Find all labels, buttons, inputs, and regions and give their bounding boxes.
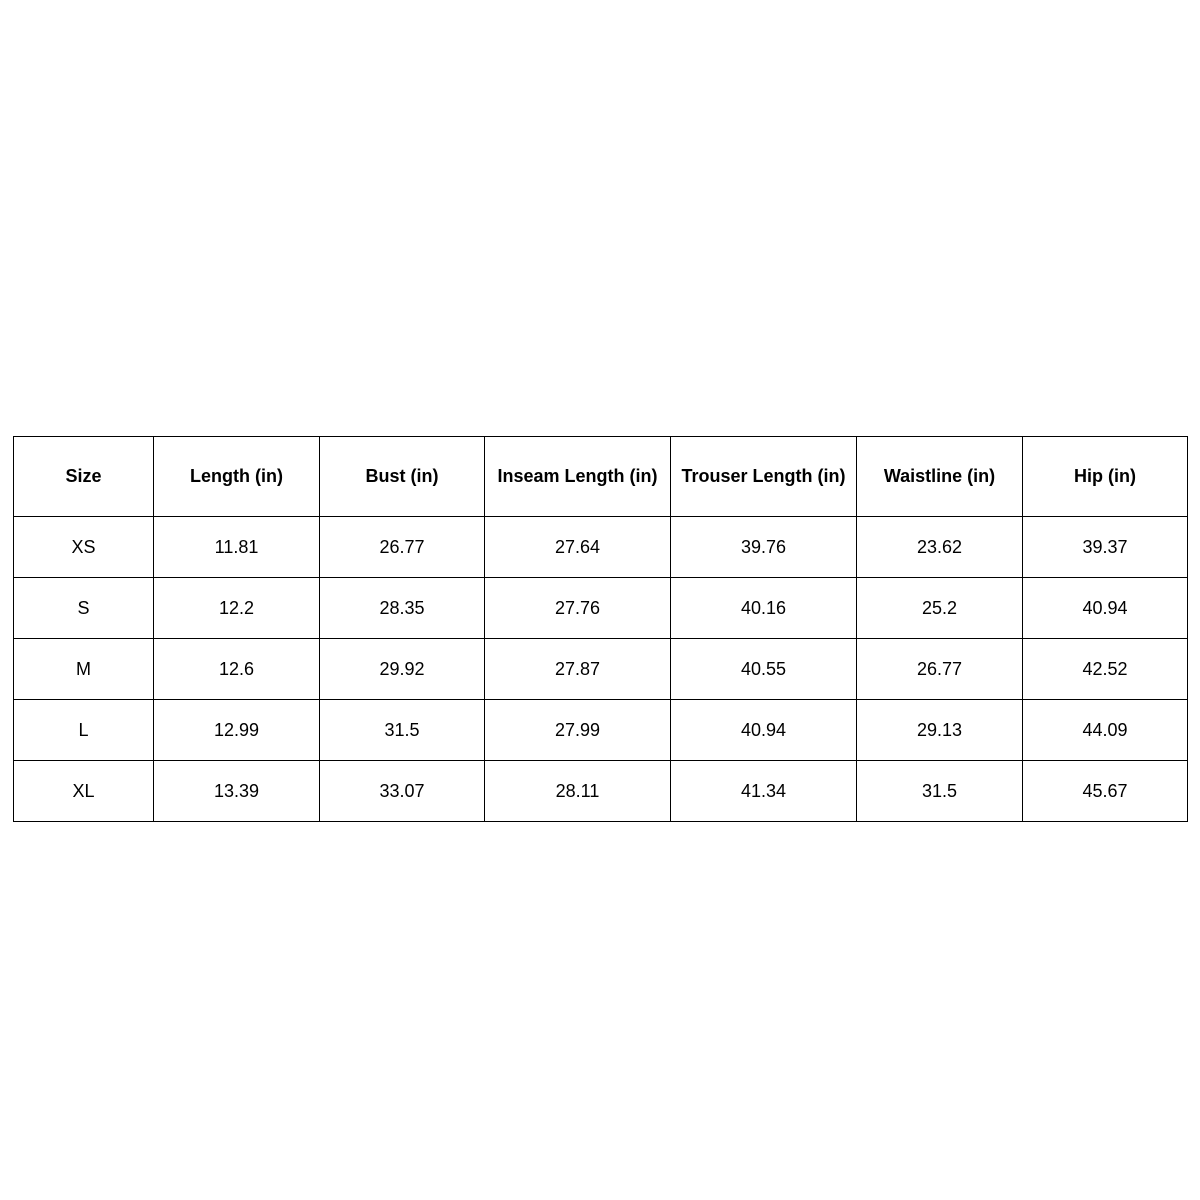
cell-hip: 40.94 — [1023, 578, 1188, 639]
cell-size: M — [14, 639, 154, 700]
header-size: Size — [14, 437, 154, 517]
cell-waistline: 23.62 — [857, 517, 1023, 578]
cell-bust: 26.77 — [320, 517, 485, 578]
cell-length: 12.2 — [154, 578, 320, 639]
cell-trouser-length: 40.94 — [671, 700, 857, 761]
header-length: Length (in) — [154, 437, 320, 517]
table-row — [14, 517, 1188, 578]
header-hip: Hip (in) — [1023, 437, 1188, 517]
header-waistline: Waistline (in) — [857, 437, 1023, 517]
cell-length: 12.99 — [154, 700, 320, 761]
header-row — [14, 437, 1188, 517]
cell-hip: 44.09 — [1023, 700, 1188, 761]
header-inseam-length: Inseam Length (in) — [485, 437, 671, 517]
size-chart-table — [13, 436, 1188, 822]
cell-size: L — [14, 700, 154, 761]
cell-trouser-length: 40.16 — [671, 578, 857, 639]
cell-bust: 31.5 — [320, 700, 485, 761]
cell-size: XL — [14, 761, 154, 822]
cell-waistline: 31.5 — [857, 761, 1023, 822]
cell-trouser-length: 41.34 — [671, 761, 857, 822]
cell-trouser-length: 39.76 — [671, 517, 857, 578]
cell-waistline: 26.77 — [857, 639, 1023, 700]
cell-waistline: 25.2 — [857, 578, 1023, 639]
cell-trouser-length: 40.55 — [671, 639, 857, 700]
cell-size: S — [14, 578, 154, 639]
table-row — [14, 700, 1188, 761]
table-row — [14, 761, 1188, 822]
header-bust: Bust (in) — [320, 437, 485, 517]
table-row — [14, 578, 1188, 639]
cell-length: 11.81 — [154, 517, 320, 578]
cell-inseam-length: 27.64 — [485, 517, 671, 578]
cell-inseam-length: 27.76 — [485, 578, 671, 639]
cell-inseam-length: 27.87 — [485, 639, 671, 700]
cell-bust: 29.92 — [320, 639, 485, 700]
cell-waistline: 29.13 — [857, 700, 1023, 761]
cell-hip: 45.67 — [1023, 761, 1188, 822]
cell-bust: 33.07 — [320, 761, 485, 822]
cell-bust: 28.35 — [320, 578, 485, 639]
header-trouser-length: Trouser Length (in) — [671, 437, 857, 517]
cell-length: 12.6 — [154, 639, 320, 700]
cell-inseam-length: 28.11 — [485, 761, 671, 822]
cell-inseam-length: 27.99 — [485, 700, 671, 761]
cell-length: 13.39 — [154, 761, 320, 822]
table-row — [14, 639, 1188, 700]
cell-hip: 42.52 — [1023, 639, 1188, 700]
cell-size: XS — [14, 517, 154, 578]
cell-hip: 39.37 — [1023, 517, 1188, 578]
